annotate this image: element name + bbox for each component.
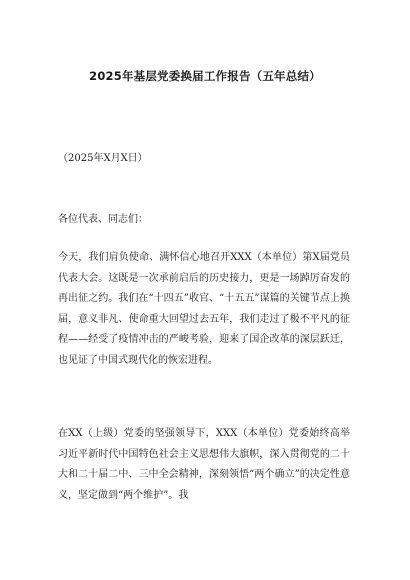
document-date: （2025年X月X日）	[58, 153, 148, 164]
paragraph-1: 今天，我们肩负使命、满怀信心地召开XXX（本单位）第X届党员代表大会。这既是一次承前启后的历史接力，更是一场踔厉奋发的再出征之约。我们在“十四五”收官、“十五五”谋篇的关键节点上换届，意义非凡、使命重大回望过去五年，我们走过了极不平凡的征程——经受了疫情冲击的严峻考验，迎来了国企改革的深层跃迁，也见证了中国式现代化的恢宏进程。	[58, 252, 350, 366]
document-title: 2025年基层党委换届工作报告（五年总结）	[89, 69, 321, 83]
paragraph-2: 在XX（上级）党委的坚强领导下，XXX（本单位）党委始终高举习近平新时代中国特色社会主义思想伟大旗帜，深入贯彻党的二十大和二十届二中、三中全会精神，深刻领悟“两个确立”的决定性意义，坚定做到“两个维护”。我	[58, 428, 350, 501]
salutation: 各位代表、同志们：	[58, 214, 148, 225]
